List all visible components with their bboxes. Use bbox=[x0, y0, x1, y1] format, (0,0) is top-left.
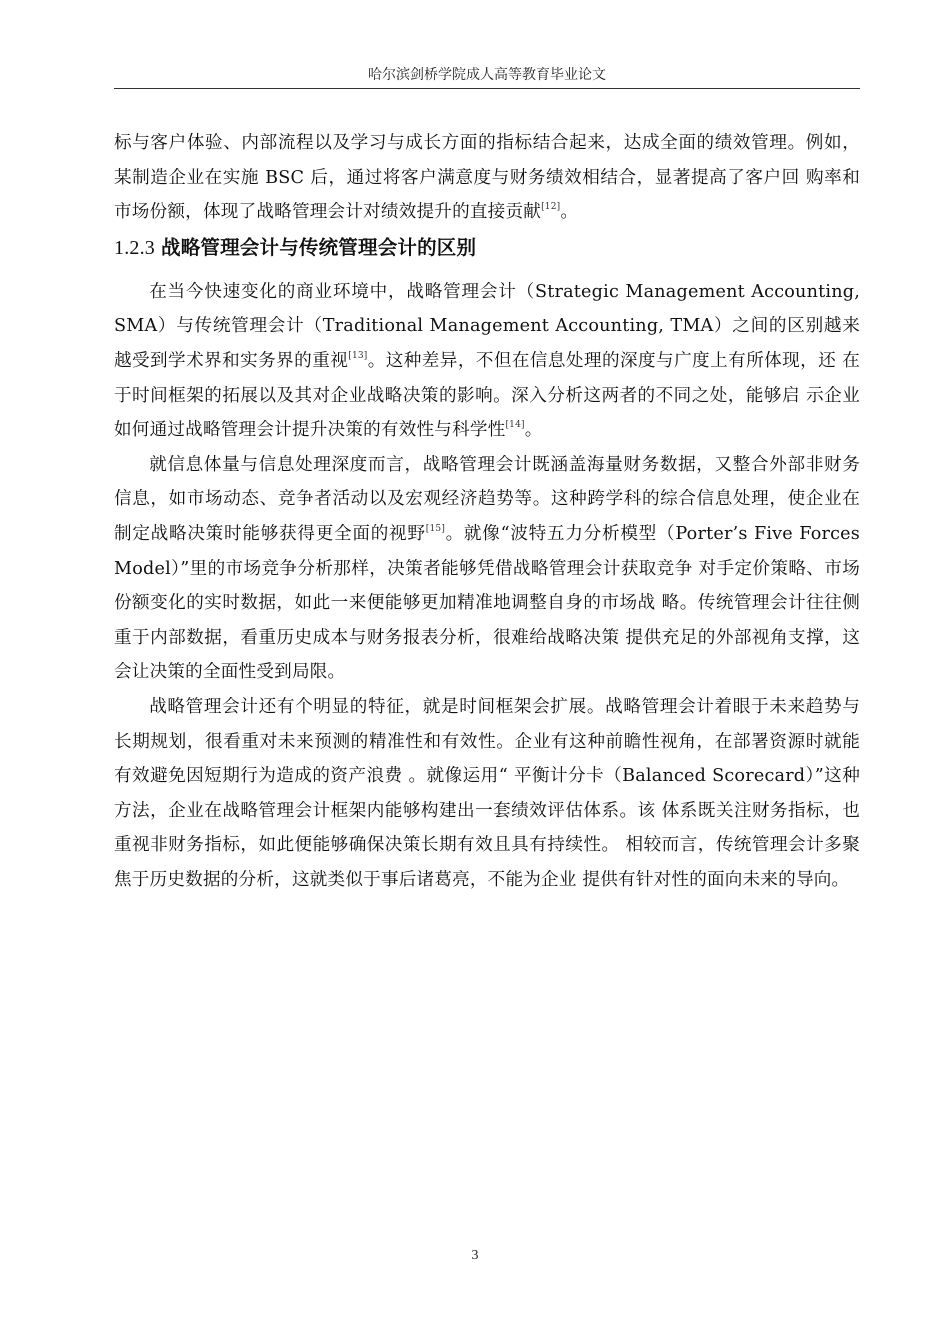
section-title: 战略管理会计与传统管理会计的区别 bbox=[161, 235, 477, 259]
paragraph-information bbox=[114, 448, 860, 690]
paragraph-time-frame bbox=[114, 690, 860, 898]
paragraph-text: 战略管理会计还有个明显的特征，就是时间框架会扩展。战略管理会计着眼于未来趋势与长期规划，很看重对未来预测的精准性和有效性。企业有这种前瞻性视角，在部署资源时就能有效避免因短期行为造成的资产浪费 。就像运用“ 平衡计分卡（Balanced Scorecard）”这种方法，企业在战略管理会计框架内能够构建出一套绩效评估体系。该 体系既关注财务指标，也重视非财务指标，如此便能够确保决策长期有效且具有持续性。 相较而言，传统管理会计多聚焦于历史数据的分析，这就类似于事后诸葛亮，不能为企业 提供有针对性的面向未来的导向。 bbox=[114, 696, 860, 890]
paragraph-text: 。就像“波特五力分析模型（Porter’s Five Forces Model）”里的市场竞争分析那样，决策者能够凭借战略管理会计获取竞争 对手定价策略、市场份额变化的实时数据，如此一来便能够更加精准地调整自身的市场战 略。传统管理会计往往侧重于内部数据，看重历史成本与财务报表分析，很难给战略决策 提供充足的外部视角支撑，这会让决策的全面性受到局限。 bbox=[114, 523, 861, 683]
citation-ref: [14] bbox=[505, 420, 525, 431]
page-header: 哈尔滨剑桥学院成人高等教育毕业论文 bbox=[368, 67, 606, 83]
citation-ref: [13] bbox=[348, 350, 368, 361]
paragraph-text: 。 bbox=[524, 420, 543, 441]
section-number: 1.2.3 bbox=[114, 236, 155, 259]
paragraph-intro bbox=[114, 275, 860, 448]
header-divider bbox=[114, 88, 860, 89]
paragraph-continuation bbox=[114, 126, 860, 230]
citation-ref: [15] bbox=[425, 523, 446, 534]
paragraph-text: 就信息体量与信息处理深度而言，战略管理会计既涵盖海量财务数据，又整合外部非财务信息，如市场动态、竞争者活动以及宏观经济趋势等。这种跨学科的综合信息处理，使企业在制定战略决策时能够获得更全面的视野 bbox=[114, 454, 860, 544]
section-heading bbox=[114, 230, 860, 275]
paragraph-text: 标与客户体验、内部流程以及学习与成长方面的指标结合起来，达成全面的绩效管理。例如，某制造企业在实施 BSC 后，通过将客户满意度与财务绩效相结合，显著提高了客户回 购率和市场份额，体现了战略管理会计对绩效提升的直接贡献 bbox=[114, 133, 860, 223]
paragraph-text: 。这种差异，不但在信息处理的深度与广度上有所体现，还 在于时间框架的拓展以及其对企业战略决策的影响。深入分析这两者的不同之处，能够启 示企业如何通过战略管理会计提升决策的有效性与科学性 bbox=[114, 350, 860, 441]
paragraph-text: 。 bbox=[560, 202, 579, 223]
page-number: 3 bbox=[471, 1248, 479, 1263]
citation-ref: [12] bbox=[541, 202, 561, 213]
main-content bbox=[114, 126, 860, 897]
paragraph-text: 在当今快速变化的商业环境中，战略管理会计（Strategic Management Accounting, SMA）与传统管理会计（Traditional Management Accounting, TMA）之间的区别越来越受到学术界和实务界的重视 bbox=[114, 281, 860, 371]
